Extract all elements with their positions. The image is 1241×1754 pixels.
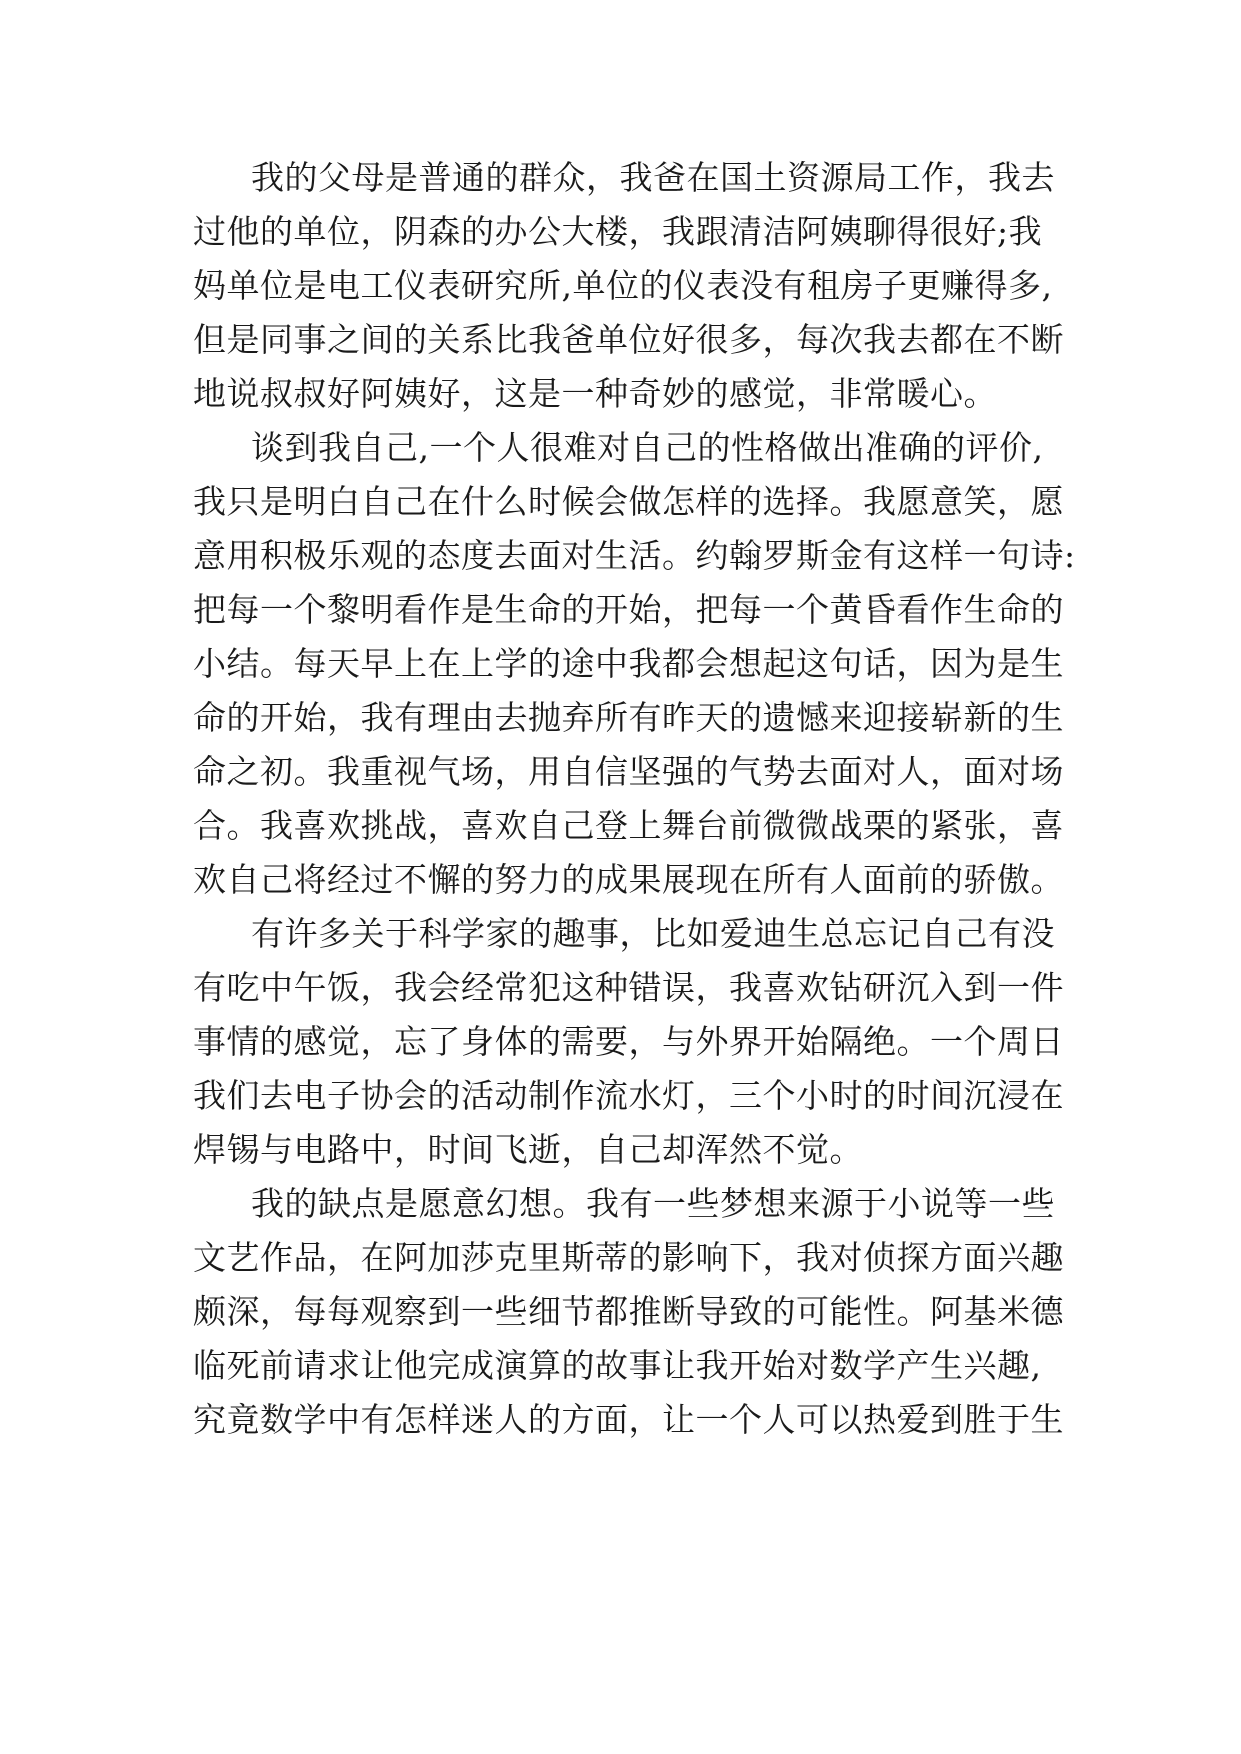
paragraph-2-line-9: 欢自己将经过不懈的努力的成果展现在所有人面前的骄傲。	[193, 860, 1064, 899]
paragraph-2-line-6: 命的开始，我有理由去抛弃所有昨天的遗憾来迎接崭新的生	[193, 698, 1064, 737]
paragraph-2-line-1: 谈到我自己,一个人很难对自己的性格做出准确的评价,	[251, 428, 1044, 467]
paragraph-2-line-2: 我只是明白自己在什么时候会做怎样的选择。我愿意笑，愿	[193, 482, 1064, 521]
paragraph-4-line-1: 我的缺点是愿意幻想。我有一些梦想来源于小说等一些	[251, 1184, 1055, 1223]
paragraph-3-line-2: 有吃中午饭，我会经常犯这种错误，我喜欢钻研沉入到一件	[193, 968, 1064, 1007]
paragraph-1-line-2: 过他的单位，阴森的办公大楼，我跟清洁阿姨聊得很好;我	[193, 212, 1043, 251]
paragraph-4-line-3: 颇深，每每观察到一些细节都推断导致的可能性。阿基米德	[193, 1292, 1064, 1331]
paragraph-1-line-3: 妈单位是电工仪表研究所,单位的仪表没有租房子更赚得多,	[193, 266, 1053, 305]
paragraph-1-line-4: 但是同事之间的关系比我爸单位好很多，每次我去都在不断	[193, 320, 1064, 359]
paragraph-4-line-4: 临死前请求让他完成演算的故事让我开始对数学产生兴趣,	[193, 1346, 1042, 1385]
paragraph-2-line-8: 合。我喜欢挑战，喜欢自己登上舞台前微微战栗的紧张，喜	[193, 806, 1064, 845]
paragraph-2-line-7: 命之初。我重视气场，用自信坚强的气势去面对人，面对场	[193, 752, 1064, 791]
paragraph-3-line-5: 焊锡与电路中，时间飞逝，自己却浑然不觉。	[193, 1130, 863, 1169]
paragraph-4-line-5: 究竟数学中有怎样迷人的方面，让一个人可以热爱到胜于生	[193, 1400, 1064, 1439]
paragraph-2-line-4: 把每一个黎明看作是生命的开始，把每一个黄昏看作生命的	[193, 590, 1064, 629]
paragraph-2-line-3: 意用积极乐观的态度去面对生活。约翰罗斯金有这样一句诗:	[193, 536, 1076, 575]
paragraph-3-line-1: 有许多关于科学家的趣事，比如爱迪生总忘记自己有没	[251, 914, 1055, 953]
paragraph-4-line-2: 文艺作品，在阿加莎克里斯蒂的影响下，我对侦探方面兴趣	[193, 1238, 1064, 1277]
paragraph-3-line-3: 事情的感觉，忘了身体的需要，与外界开始隔绝。一个周日	[193, 1022, 1064, 1061]
paragraph-1-line-1: 我的父母是普通的群众，我爸在国土资源局工作，我去	[251, 158, 1055, 197]
paragraph-1-line-5: 地说叔叔好阿姨好，这是一种奇妙的感觉，非常暖心。	[193, 374, 997, 413]
paragraph-3-line-4: 我们去电子协会的活动制作流水灯，三个小时的时间沉浸在	[193, 1076, 1064, 1115]
paragraph-2-line-5: 小结。每天早上在上学的途中我都会想起这句话，因为是生	[193, 644, 1064, 683]
